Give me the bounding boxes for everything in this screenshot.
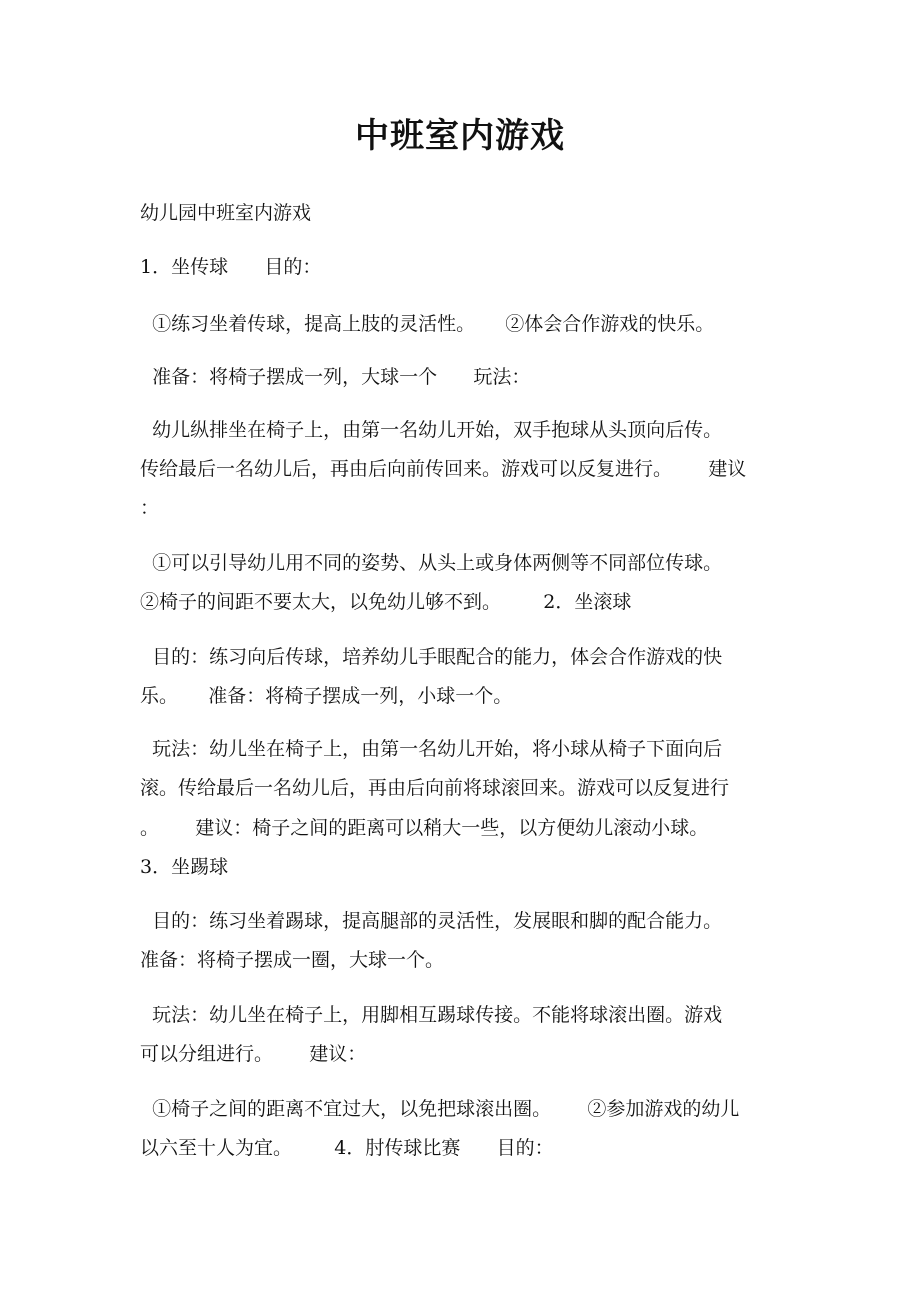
- text-line: 乐。 准备：将椅子摆成一列，小球一个。: [140, 685, 513, 707]
- text-line: 以六至十人为宜。 4．肘传球比赛 目的：: [140, 1137, 554, 1159]
- text-line: 1．坐传球 目的：: [140, 256, 322, 278]
- document-title: 中班室内游戏: [355, 116, 565, 156]
- text-line: 传给最后一名幼儿后，再由后向前传回来。游戏可以反复进行。 建议: [140, 458, 747, 480]
- text-line: 滚。传给最后一名幼儿后，再由后向前将球滚回来。游戏可以反复进行: [140, 777, 730, 799]
- text-line: 。 建议：椅子之间的距离可以稍大一些，以方便幼儿滚动小球。: [140, 817, 709, 839]
- text-line: 玩法：幼儿坐在椅子上，由第一名幼儿开始，将小球从椅子下面向后: [140, 738, 723, 760]
- text-line: ①椅子之间的距离不宜过大，以免把球滚出圈。 ②参加游戏的幼儿: [140, 1098, 740, 1120]
- text-line: ②椅子的间距不要太大，以免幼儿够不到。 2．坐滚球: [140, 591, 632, 613]
- text-line: 玩法：幼儿坐在椅子上，用脚相互踢球传接。不能将球滚出圈。游戏: [140, 1004, 723, 1026]
- subtitle-line: 幼儿园中班室内游戏: [140, 202, 312, 224]
- text-line: 幼儿纵排坐在椅子上，由第一名幼儿开始，双手抱球从头顶向后传。: [140, 419, 723, 441]
- text-line: 准备：将椅子摆成一列，大球一个 玩法：: [140, 366, 531, 388]
- text-line: ①练习坐着传球，提高上肢的灵活性。 ②体会合作游戏的快乐。: [140, 313, 715, 335]
- text-line: 准备：将椅子摆成一圈，大球一个。: [140, 949, 445, 971]
- section-heading: 3．坐踢球: [140, 856, 229, 878]
- text-line: ①可以引导幼儿用不同的姿势、从头上或身体两侧等不同部位传球。: [140, 552, 723, 574]
- text-line: 目的：练习向后传球，培养幼儿手眼配合的能力，体会合作游戏的快: [140, 646, 723, 668]
- text-line: 可以分组进行。 建议：: [140, 1043, 367, 1065]
- text-line: ：: [140, 497, 160, 519]
- text-line: 目的：练习坐着踢球，提高腿部的灵活性，发展眼和脚的配合能力。: [140, 910, 723, 932]
